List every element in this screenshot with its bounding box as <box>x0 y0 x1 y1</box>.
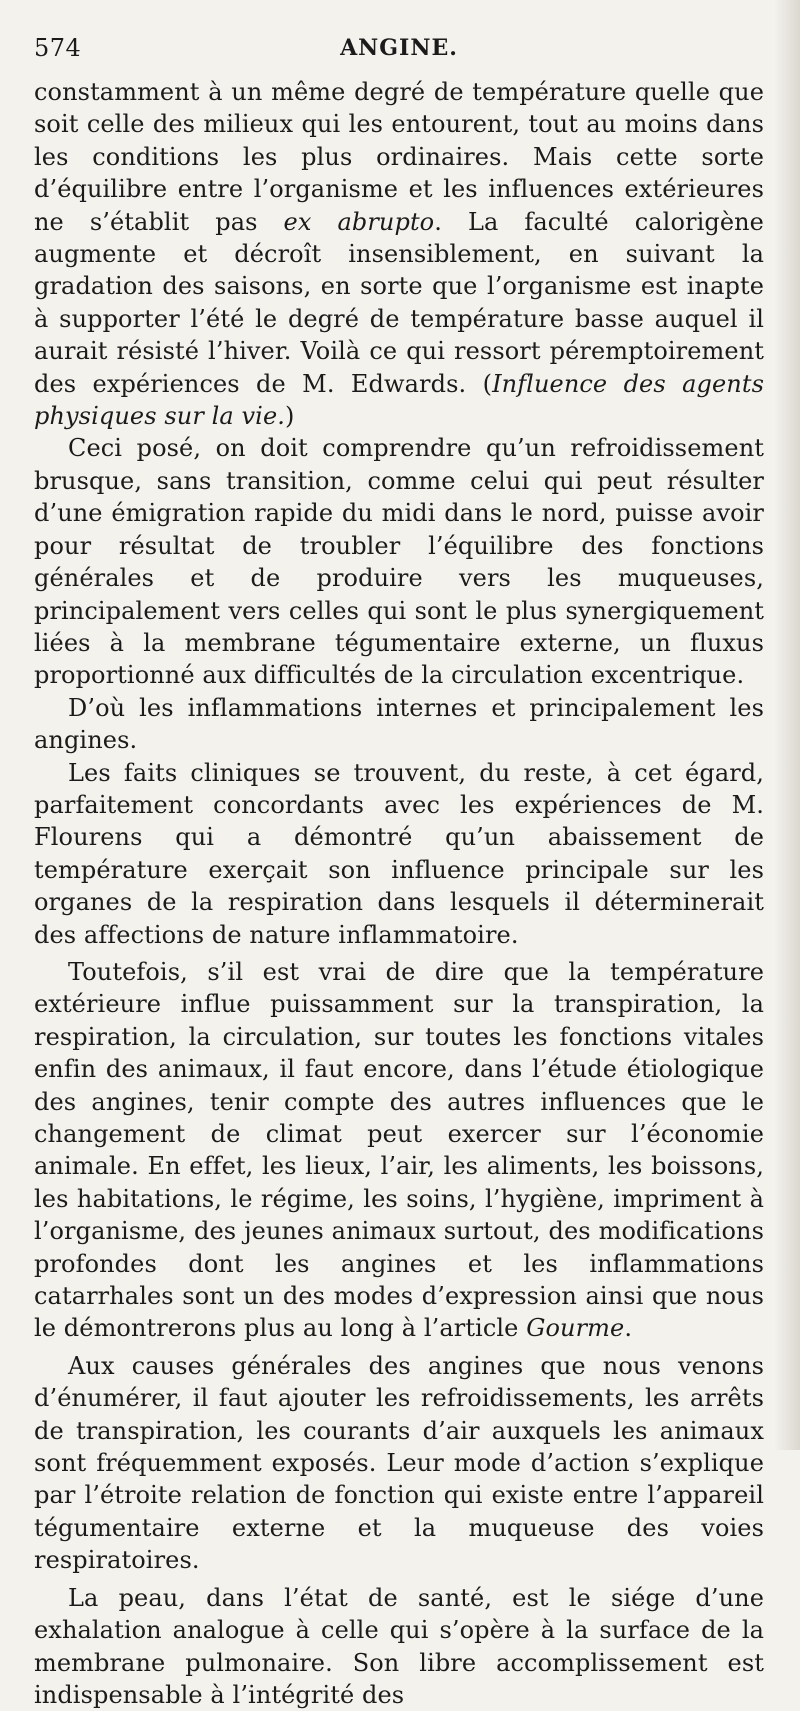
paragraph-1 <box>34 76 764 432</box>
text-run-italic: Gourme <box>526 1314 625 1343</box>
paragraph-4 <box>34 757 764 951</box>
page-header <box>34 30 764 66</box>
text-run: Aux causes générales des angines que nous venons d’énumérer, il faut ajouter les refroidissements, les arrêts de transpiration, les courants d’air auxquels les animaux sont fréquemment exposés. Leur mode d’action s’explique par l’étroite relation de fonction qui existe entre l’appareil tégumentaire externe et la muqueuse des voies respiratoires. <box>34 1351 764 1575</box>
paragraph-2 <box>34 432 764 691</box>
text-run: . <box>624 1314 633 1343</box>
paragraph-5 <box>34 956 764 1345</box>
text-run: La peau, dans l’état de santé, est le siége d’une exhalation analogue à celle qui s’opère à la surface de la membrane pulmonaire. Son libre accomplissement est indispensable à l’intégrité des <box>34 1583 764 1709</box>
text-run: Les faits cliniques se trouvent, du reste, à cet égard, parfaitement concordants avec les expériences de M. Flourens qui a démontré qu’un abaissement de température exerçait son influence principale sur les organes de la respiration dans lesquels il déterminerait des affections de nature inflammatoire. <box>34 758 764 949</box>
paragraph-3 <box>34 692 764 757</box>
text-run-italic: ex abrupto <box>283 207 435 236</box>
text-run: D’où les inflammations internes et principalement les angines. <box>34 693 764 755</box>
body-text <box>34 76 764 1711</box>
text-run: ) <box>285 402 295 431</box>
text-run: . La faculté calorigène augmente et décroît insensiblement, en suivant la gradation des saisons, en sorte que l’organisme est inapte à supporter l’été le degré de température basse auquel il aurait résisté l’hiver. Voilà ce qui ressort péremptoirement des expériences de M. Edwards. ( <box>34 207 764 398</box>
paragraph-7 <box>34 1582 764 1711</box>
paragraph-6 <box>34 1350 764 1577</box>
running-title: ANGINE. <box>340 35 458 61</box>
page-number: 574 <box>34 34 82 62</box>
book-page <box>34 30 764 1709</box>
scan-edge-shadow <box>774 0 800 1450</box>
text-run: Toutefois, s’il est vrai de dire que la température extérieure influe puissamment sur la transpiration, la respiration, la circulation, sur toutes les fonctions vitales enfin des animaux, il faut encore, dans l’étude étiologique des angines, tenir compte des autres influences que le changement de climat peut exercer sur l’économie animale. En effet, les lieux, l’air, les aliments, les boissons, les habitations, le régime, les soins, l’hygiène, impriment à l’organisme, des jeunes animaux surtout, des modifications profondes dont les angines et les inflammations catarrhales sont un des modes d’expression ainsi que nous le démontrerons plus au long à l’article <box>34 957 764 1343</box>
text-run: constamment à un même degré de température quelle que soit celle des milieux qui les entourent, tout au moins dans les conditions les plus ordinaires. Mais cette sorte d’équilibre entre l’organisme et les influences extérieures ne s’établit pas <box>34 78 764 236</box>
text-run: Ceci posé, on doit comprendre qu’un refroidissement brusque, sans transition, comme celui qui peut résulter d’une émigration rapide du midi dans le nord, puisse avoir pour résultat de troubler l’équilibre des fonctions générales et de produire vers les muqueuses, principalement vers celles qui sont le plus synergiquement liées à la membrane tégumentaire externe, un fluxus proportionné aux difficultés de la circulation excentrique. <box>34 434 764 690</box>
text-run-italic: Influence des agents physiques sur la vie. <box>34 369 764 431</box>
